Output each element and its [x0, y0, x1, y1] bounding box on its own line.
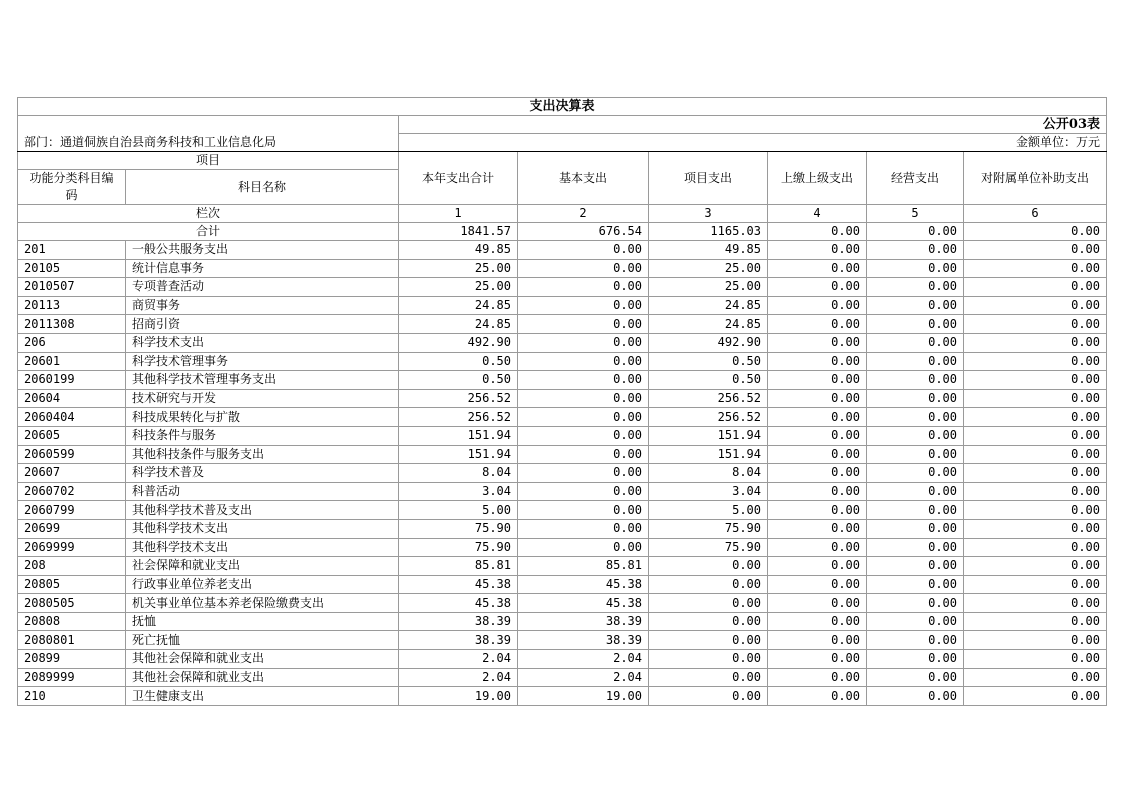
subject-name: 招商引资 — [126, 315, 399, 334]
subject-name: 卫生健康支出 — [126, 687, 399, 706]
table-row — [18, 464, 1107, 483]
amount-cell: 0.00 — [768, 575, 867, 594]
subject-name: 死亡抚恤 — [126, 631, 399, 650]
table-row — [18, 445, 1107, 464]
amount-cell: 45.38 — [518, 575, 649, 594]
subject-code: 20699 — [18, 519, 126, 538]
subject-code: 20899 — [18, 650, 126, 669]
subject-name: 其他科技条件与服务支出 — [126, 445, 399, 464]
amount-cell: 0.00 — [867, 631, 964, 650]
table-row — [18, 575, 1107, 594]
amount-cell: 0.00 — [867, 241, 964, 260]
amount-cell: 0.00 — [649, 631, 768, 650]
amount-cell: 0.50 — [649, 352, 768, 371]
subject-code: 20805 — [18, 575, 126, 594]
subject-name: 统计信息事务 — [126, 259, 399, 278]
subject-code: 2080801 — [18, 631, 126, 650]
amount-cell: 0.00 — [768, 538, 867, 557]
amount-cell: 0.50 — [399, 371, 518, 390]
amount-cell: 0.00 — [964, 333, 1107, 352]
amount-cell: 2.04 — [399, 668, 518, 687]
amount-cell: 38.39 — [399, 631, 518, 650]
table-row — [18, 371, 1107, 390]
col-number: 4 — [768, 205, 867, 223]
amount-cell: 3.04 — [399, 482, 518, 501]
amount-cell: 45.38 — [399, 575, 518, 594]
amount-cell: 75.90 — [399, 519, 518, 538]
subject-code: 2089999 — [18, 668, 126, 687]
amount-cell: 0.00 — [518, 352, 649, 371]
total-value: 0.00 — [867, 223, 964, 241]
table-row — [18, 631, 1107, 650]
table-row — [18, 650, 1107, 669]
amount-cell: 0.00 — [768, 241, 867, 260]
subject-name: 科学技术支出 — [126, 333, 399, 352]
subject-name: 抚恤 — [126, 612, 399, 631]
row-label-header: 栏次 — [18, 205, 399, 223]
amount-cell: 151.94 — [399, 426, 518, 445]
amount-cell: 0.00 — [518, 519, 649, 538]
amount-cell: 0.00 — [649, 612, 768, 631]
amount-cell: 0.00 — [518, 538, 649, 557]
amount-cell: 0.00 — [964, 575, 1107, 594]
amount-cell: 0.00 — [867, 464, 964, 483]
col-header-project: 项目支出 — [649, 152, 768, 205]
total-value: 0.00 — [768, 223, 867, 241]
amount-cell: 0.00 — [649, 687, 768, 706]
amount-cell: 0.00 — [867, 575, 964, 594]
amount-cell: 0.00 — [867, 538, 964, 557]
amount-cell: 0.00 — [867, 352, 964, 371]
amount-cell: 0.00 — [768, 278, 867, 297]
amount-cell: 0.00 — [964, 408, 1107, 427]
amount-cell: 45.38 — [399, 594, 518, 613]
amount-cell: 24.85 — [399, 296, 518, 315]
amount-cell: 3.04 — [649, 482, 768, 501]
amount-cell: 0.00 — [867, 482, 964, 501]
subject-code: 210 — [18, 687, 126, 706]
amount-cell: 0.00 — [768, 650, 867, 669]
subject-code: 208 — [18, 557, 126, 576]
amount-cell: 75.90 — [649, 519, 768, 538]
table-row — [18, 241, 1107, 260]
table-row — [18, 557, 1107, 576]
amount-cell: 0.00 — [964, 687, 1107, 706]
amount-cell: 0.00 — [964, 371, 1107, 390]
table-row — [18, 259, 1107, 278]
amount-cell: 24.85 — [649, 296, 768, 315]
col-number: 6 — [964, 205, 1107, 223]
amount-cell: 0.00 — [518, 426, 649, 445]
amount-cell: 2.04 — [518, 650, 649, 669]
amount-cell: 19.00 — [399, 687, 518, 706]
subject-code: 201 — [18, 241, 126, 260]
amount-cell: 5.00 — [399, 501, 518, 520]
amount-cell: 75.90 — [649, 538, 768, 557]
subject-name: 科技成果转化与扩散 — [126, 408, 399, 427]
subject-code: 20605 — [18, 426, 126, 445]
amount-cell: 0.00 — [867, 278, 964, 297]
subject-name: 科技条件与服务 — [126, 426, 399, 445]
subject-name: 商贸事务 — [126, 296, 399, 315]
subject-code: 20808 — [18, 612, 126, 631]
amount-cell: 8.04 — [649, 464, 768, 483]
table-row — [18, 426, 1107, 445]
amount-cell: 0.00 — [867, 389, 964, 408]
amount-cell: 0.00 — [964, 352, 1107, 371]
amount-cell: 0.00 — [964, 464, 1107, 483]
col-number: 2 — [518, 205, 649, 223]
amount-cell: 0.00 — [768, 594, 867, 613]
subject-name: 其他科学技术普及支出 — [126, 501, 399, 520]
subject-code: 206 — [18, 333, 126, 352]
item-group-header: 项目 — [18, 152, 399, 170]
subject-code: 2069999 — [18, 538, 126, 557]
amount-cell: 0.00 — [867, 687, 964, 706]
amount-cell: 256.52 — [649, 389, 768, 408]
amount-cell: 0.00 — [867, 315, 964, 334]
table-row — [18, 333, 1107, 352]
amount-cell: 0.00 — [768, 519, 867, 538]
name-col-header: 科目名称 — [126, 170, 399, 205]
total-label: 合计 — [18, 223, 399, 241]
amount-cell: 25.00 — [649, 259, 768, 278]
amount-cell: 0.00 — [964, 594, 1107, 613]
amount-cell: 0.00 — [964, 501, 1107, 520]
col-header-total: 本年支出合计 — [399, 152, 518, 205]
amount-cell: 0.00 — [768, 612, 867, 631]
amount-cell: 0.00 — [964, 668, 1107, 687]
table-row — [18, 687, 1107, 706]
amount-cell: 0.00 — [867, 668, 964, 687]
amount-cell: 25.00 — [399, 259, 518, 278]
amount-cell: 0.00 — [768, 501, 867, 520]
amount-cell: 2.04 — [518, 668, 649, 687]
amount-cell: 0.00 — [964, 631, 1107, 650]
amount-cell: 2.04 — [399, 650, 518, 669]
amount-cell: 492.90 — [399, 333, 518, 352]
amount-cell: 0.00 — [867, 594, 964, 613]
table-row — [18, 278, 1107, 297]
amount-cell: 0.00 — [768, 668, 867, 687]
amount-cell: 0.50 — [399, 352, 518, 371]
amount-cell: 0.00 — [518, 389, 649, 408]
amount-cell: 0.00 — [867, 371, 964, 390]
amount-cell: 0.00 — [768, 426, 867, 445]
amount-cell: 151.94 — [399, 445, 518, 464]
amount-cell: 85.81 — [518, 557, 649, 576]
subject-name: 科学技术管理事务 — [126, 352, 399, 371]
amount-cell: 0.00 — [518, 241, 649, 260]
form-blank — [18, 116, 399, 134]
subject-code: 2060702 — [18, 482, 126, 501]
amount-cell: 0.00 — [768, 687, 867, 706]
amount-cell: 0.00 — [964, 278, 1107, 297]
amount-cell: 0.00 — [768, 352, 867, 371]
amount-cell: 0.00 — [768, 296, 867, 315]
amount-cell: 0.00 — [867, 426, 964, 445]
amount-cell: 0.00 — [518, 482, 649, 501]
amount-cell: 0.00 — [964, 389, 1107, 408]
amount-cell: 0.00 — [867, 333, 964, 352]
amount-cell: 0.00 — [768, 557, 867, 576]
table-row — [18, 519, 1107, 538]
amount-cell: 0.00 — [964, 315, 1107, 334]
amount-cell: 8.04 — [399, 464, 518, 483]
subject-name: 专项普查活动 — [126, 278, 399, 297]
amount-cell: 151.94 — [649, 445, 768, 464]
amount-cell: 45.38 — [518, 594, 649, 613]
form-number: 公开03表 — [399, 116, 1107, 134]
subject-name: 机关事业单位基本养老保险缴费支出 — [126, 594, 399, 613]
total-value: 1841.57 — [399, 223, 518, 241]
table-row — [18, 389, 1107, 408]
amount-cell: 0.00 — [867, 259, 964, 278]
subject-code: 2060199 — [18, 371, 126, 390]
amount-cell: 0.00 — [649, 557, 768, 576]
amount-cell: 38.39 — [399, 612, 518, 631]
amount-cell: 0.00 — [649, 575, 768, 594]
amount-cell: 492.90 — [649, 333, 768, 352]
subject-code: 20601 — [18, 352, 126, 371]
subject-name: 其他科学技术管理事务支出 — [126, 371, 399, 390]
amount-cell: 0.00 — [964, 296, 1107, 315]
amount-cell: 0.00 — [867, 650, 964, 669]
table-row — [18, 482, 1107, 501]
amount-cell: 0.00 — [964, 445, 1107, 464]
col-number: 5 — [867, 205, 964, 223]
total-value: 676.54 — [518, 223, 649, 241]
subject-code: 20105 — [18, 259, 126, 278]
expenditure-sheet — [17, 97, 1106, 706]
table-row — [18, 668, 1107, 687]
col-header-business: 经营支出 — [867, 152, 964, 205]
subject-name: 科普活动 — [126, 482, 399, 501]
data-rows — [18, 241, 1107, 706]
amount-cell: 0.00 — [768, 631, 867, 650]
subject-code: 2060404 — [18, 408, 126, 427]
subject-name: 科学技术普及 — [126, 464, 399, 483]
amount-cell: 0.00 — [964, 241, 1107, 260]
amount-cell: 0.00 — [867, 408, 964, 427]
amount-cell: 25.00 — [649, 278, 768, 297]
amount-cell: 49.85 — [649, 241, 768, 260]
total-value: 1165.03 — [649, 223, 768, 241]
amount-cell: 0.00 — [964, 426, 1107, 445]
amount-cell: 0.50 — [649, 371, 768, 390]
subject-code: 20604 — [18, 389, 126, 408]
amount-cell: 49.85 — [399, 241, 518, 260]
department-label: 部门：通道侗族自治县商务科技和工业信息化局 — [18, 134, 399, 152]
col-number: 1 — [399, 205, 518, 223]
amount-cell: 0.00 — [768, 315, 867, 334]
table-row — [18, 501, 1107, 520]
amount-cell: 0.00 — [867, 612, 964, 631]
amount-cell: 0.00 — [518, 464, 649, 483]
amount-cell: 0.00 — [518, 445, 649, 464]
subject-name: 其他社会保障和就业支出 — [126, 650, 399, 669]
amount-cell: 0.00 — [867, 519, 964, 538]
amount-cell: 0.00 — [964, 482, 1107, 501]
amount-cell: 0.00 — [518, 333, 649, 352]
subject-code: 2060799 — [18, 501, 126, 520]
amount-cell: 75.90 — [399, 538, 518, 557]
amount-cell: 85.81 — [399, 557, 518, 576]
amount-cell: 0.00 — [768, 482, 867, 501]
col-header-remit: 上缴上级支出 — [768, 152, 867, 205]
amount-cell: 0.00 — [518, 371, 649, 390]
amount-cell: 0.00 — [768, 371, 867, 390]
table-row — [18, 612, 1107, 631]
table-row — [18, 352, 1107, 371]
amount-cell: 0.00 — [964, 557, 1107, 576]
subject-code: 2011308 — [18, 315, 126, 334]
amount-cell: 0.00 — [867, 296, 964, 315]
subject-name: 行政事业单位养老支出 — [126, 575, 399, 594]
subject-name: 其他科学技术支出 — [126, 538, 399, 557]
subject-code: 2010507 — [18, 278, 126, 297]
amount-cell: 0.00 — [964, 612, 1107, 631]
amount-cell: 38.39 — [518, 612, 649, 631]
subject-code: 2080505 — [18, 594, 126, 613]
amount-cell: 38.39 — [518, 631, 649, 650]
table-row — [18, 408, 1107, 427]
subject-name: 其他社会保障和就业支出 — [126, 668, 399, 687]
amount-cell: 0.00 — [518, 408, 649, 427]
subject-code: 2060599 — [18, 445, 126, 464]
amount-cell: 0.00 — [649, 668, 768, 687]
amount-cell: 256.52 — [399, 389, 518, 408]
amount-cell: 0.00 — [518, 501, 649, 520]
amount-cell: 0.00 — [964, 538, 1107, 557]
table-row — [18, 296, 1107, 315]
amount-cell: 151.94 — [649, 426, 768, 445]
amount-cell: 0.00 — [768, 333, 867, 352]
subject-name: 社会保障和就业支出 — [126, 557, 399, 576]
table-row — [18, 538, 1107, 557]
amount-cell: 0.00 — [768, 445, 867, 464]
subject-name: 其他科学技术支出 — [126, 519, 399, 538]
amount-cell: 0.00 — [867, 445, 964, 464]
amount-cell: 5.00 — [649, 501, 768, 520]
subject-code: 20607 — [18, 464, 126, 483]
amount-cell: 0.00 — [518, 259, 649, 278]
subject-code: 20113 — [18, 296, 126, 315]
amount-cell: 0.00 — [964, 259, 1107, 278]
table-row — [18, 594, 1107, 613]
col-header-basic: 基本支出 — [518, 152, 649, 205]
amount-cell: 19.00 — [518, 687, 649, 706]
amount-cell: 0.00 — [768, 408, 867, 427]
col-number: 3 — [649, 205, 768, 223]
total-value: 0.00 — [964, 223, 1107, 241]
amount-cell: 0.00 — [768, 389, 867, 408]
table-row — [18, 315, 1107, 334]
amount-cell: 0.00 — [867, 501, 964, 520]
amount-cell: 24.85 — [399, 315, 518, 334]
unit-label: 金额单位：万元 — [399, 134, 1107, 152]
amount-cell: 0.00 — [964, 519, 1107, 538]
amount-cell: 0.00 — [768, 259, 867, 278]
amount-cell: 0.00 — [768, 464, 867, 483]
amount-cell: 0.00 — [649, 594, 768, 613]
subject-name: 一般公共服务支出 — [126, 241, 399, 260]
table-title: 支出决算表 — [18, 98, 1107, 116]
amount-cell: 0.00 — [867, 557, 964, 576]
amount-cell: 0.00 — [518, 296, 649, 315]
amount-cell: 25.00 — [399, 278, 518, 297]
amount-cell: 256.52 — [649, 408, 768, 427]
amount-cell: 0.00 — [518, 315, 649, 334]
amount-cell: 0.00 — [518, 278, 649, 297]
amount-cell: 0.00 — [964, 650, 1107, 669]
code-col-header: 功能分类科目编码 — [18, 170, 126, 205]
expenditure-table — [17, 97, 1107, 706]
subject-name: 技术研究与开发 — [126, 389, 399, 408]
col-header-subsidy: 对附属单位补助支出 — [964, 152, 1107, 205]
amount-cell: 256.52 — [399, 408, 518, 427]
amount-cell: 0.00 — [649, 650, 768, 669]
amount-cell: 24.85 — [649, 315, 768, 334]
